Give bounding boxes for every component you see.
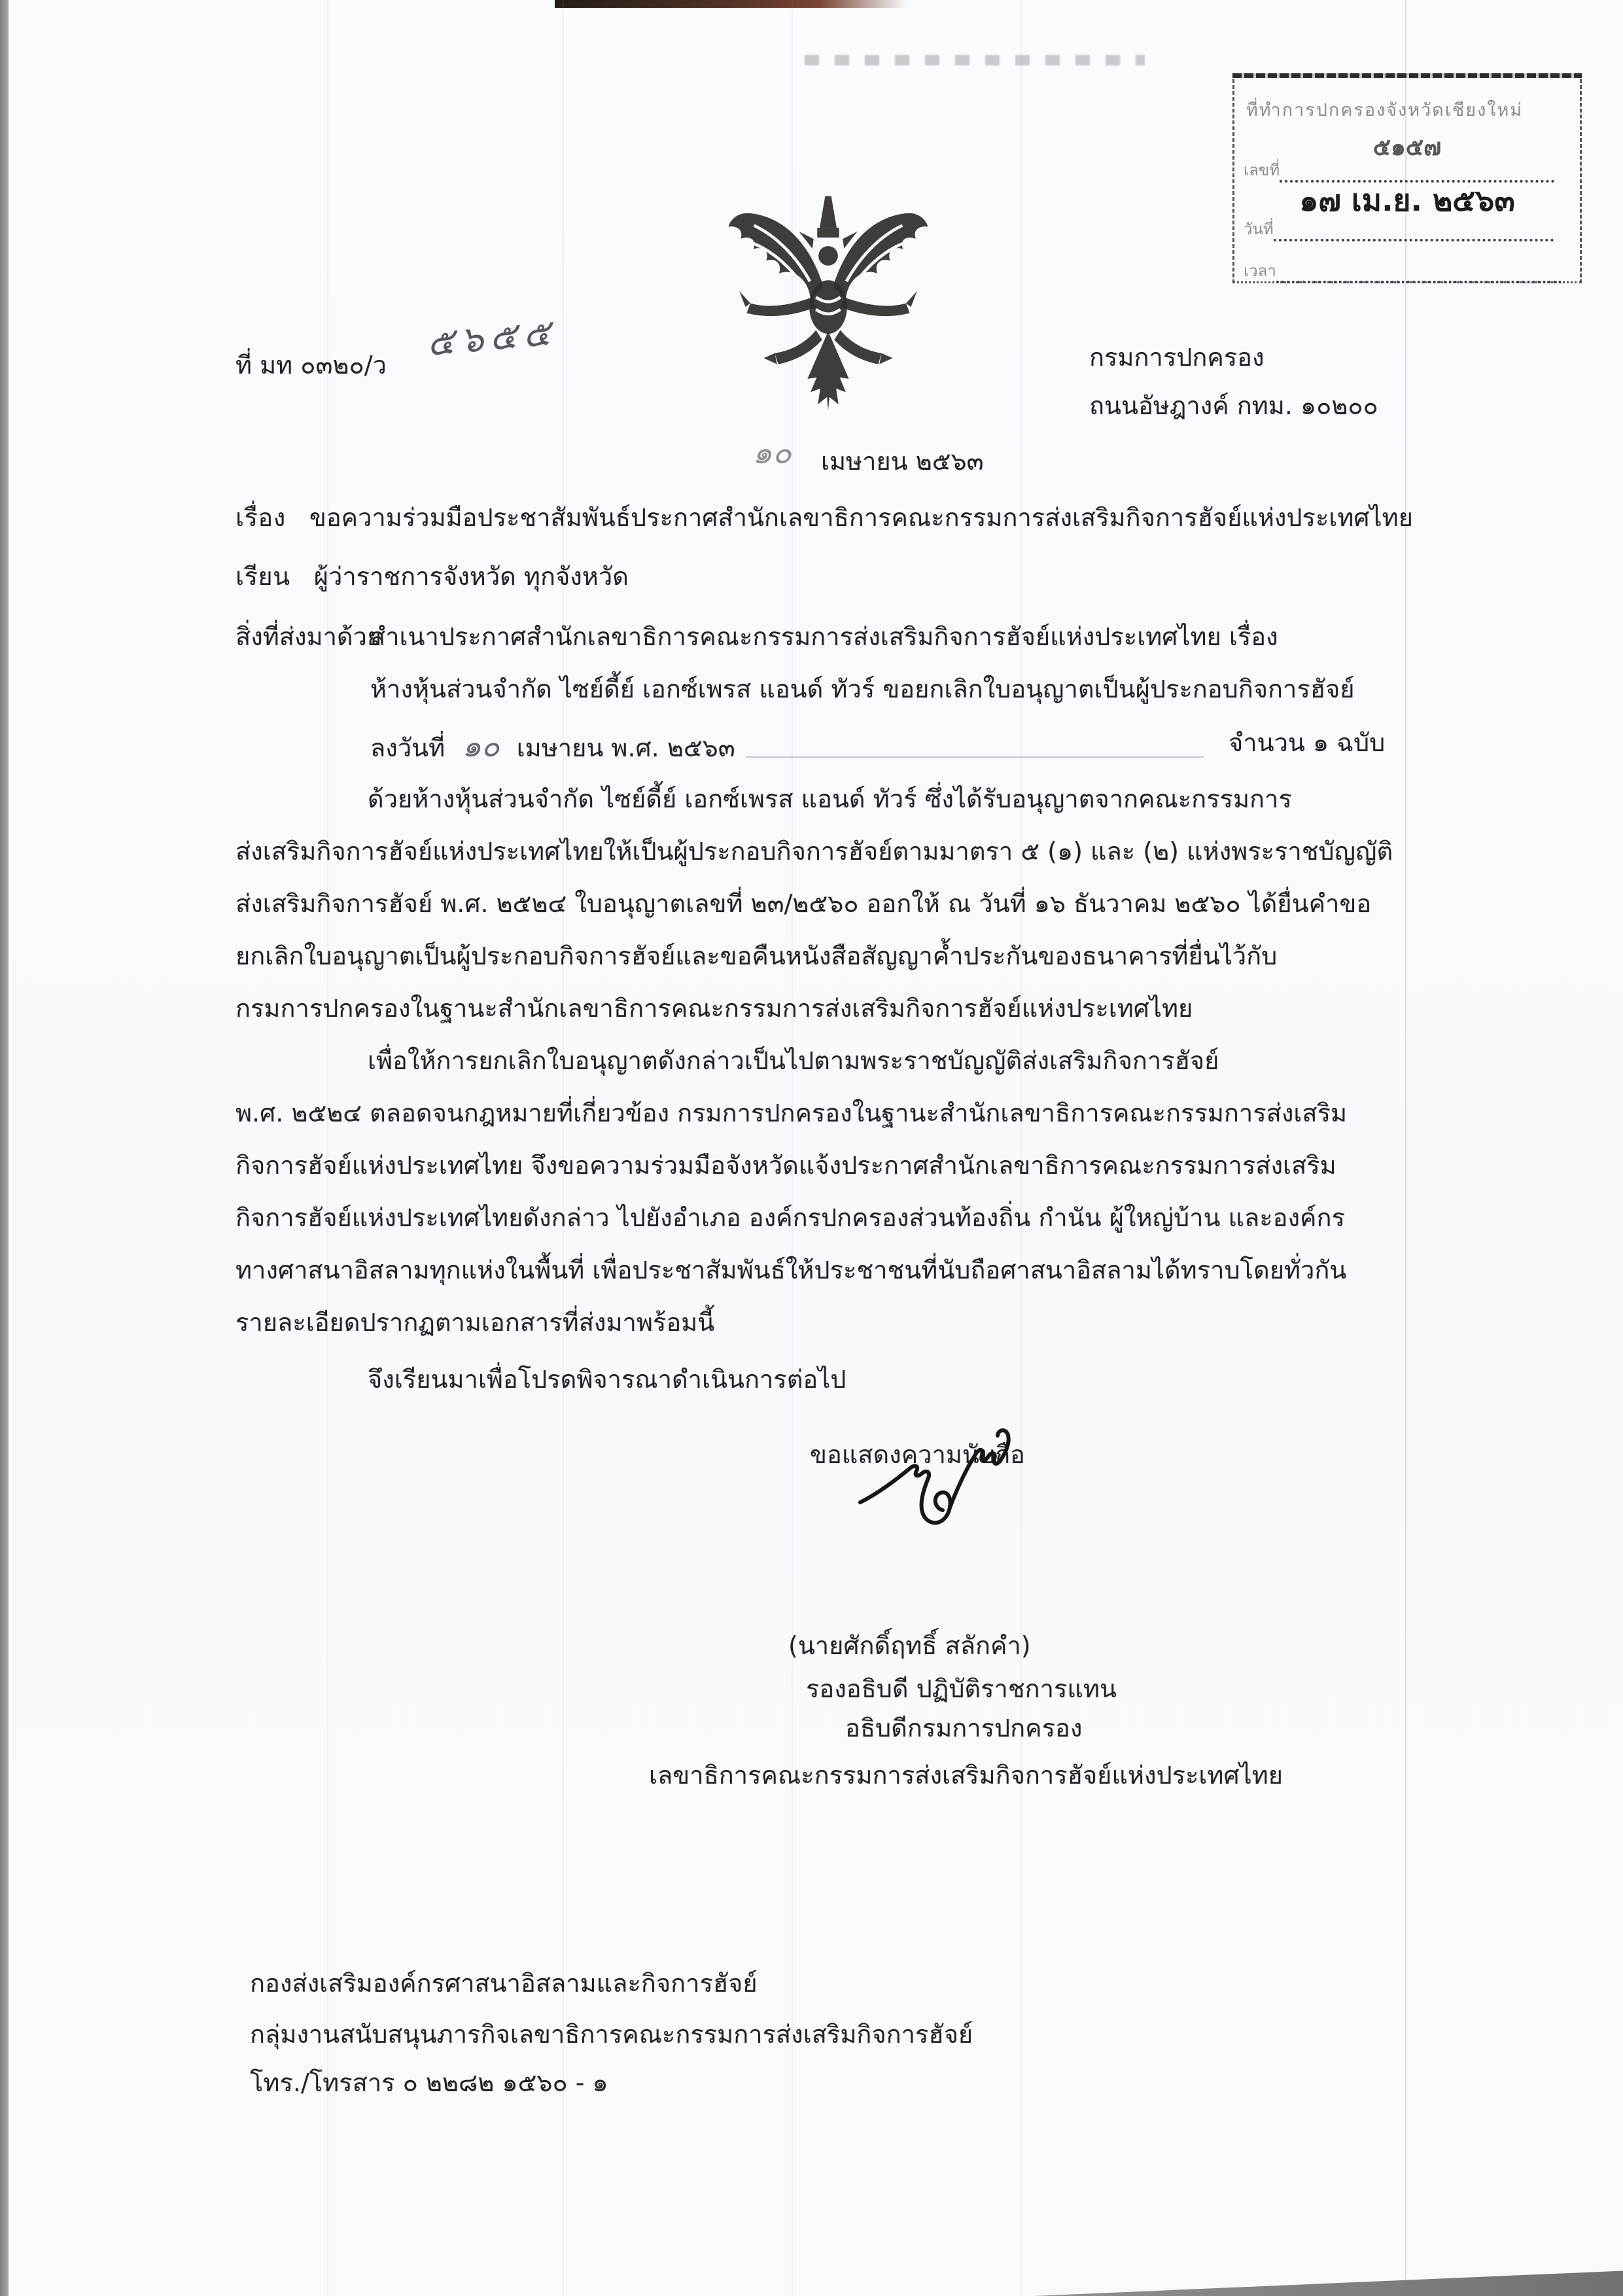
stamp-date: ๑๗ เม.ย. ๒๕๖๓ xyxy=(1299,183,1515,218)
date-text: เมษายน ๒๕๖๓ xyxy=(821,447,984,476)
dotted-line xyxy=(1274,223,1554,241)
scan-streak-line xyxy=(746,756,1204,758)
body-line: ส่งเสริมกิจการฮัจย์ พ.ศ. ๒๕๒๔ ใบอนุญาตเลขที่ ๒๓/๒๕๖๐ ออกให้ ณ วันที่ ๑๖ ธันวาคม ๒๕๖๐ ได้ยื่นคำขอ xyxy=(236,889,1372,918)
scan-edge-artifact-left xyxy=(0,0,9,2296)
subject-text: ขอความร่วมมือประชาสัมพันธ์ประกาศสำนักเลขาธิการคณะกรรมการส่งเสริมกิจการฮัจย์แห่งประเทศไทย xyxy=(309,503,1413,532)
body-line: ทางศาสนาอิสลามทุกแห่งในพื้นที่ เพื่อประชาสัมพันธ์ให้ประชาชนที่นับถือศาสนาอิสลามได้ทราบโดยทั่วกัน xyxy=(236,1256,1347,1284)
recipient-label: เรียน xyxy=(236,562,290,591)
agency-address: ถนนอัษฎางค์ กทม. ๑๐๒๐๐ xyxy=(1089,391,1378,420)
attachment-date-prefix: ลงวันที่ xyxy=(370,733,445,762)
signer-title-2: อธิบดีกรมการปกครอง xyxy=(845,1714,1083,1742)
attachment-date-suffix: เมษายน พ.ศ. ๒๕๖๓ xyxy=(516,733,735,762)
body-line: กิจการฮัจย์แห่งประเทศไทย จึงขอความร่วมมือจังหวัดแจ้งประกาศสำนักเลขาธิการคณะกรรมการส่งเสริม xyxy=(236,1151,1336,1180)
body-line: รายละเอียดปรากฏตามเอกสารที่ส่งมาพร้อมนี้ xyxy=(236,1308,715,1337)
scan-smudge-top xyxy=(555,0,908,8)
stamp-office-name: ที่ทำการปกครองจังหวัดเชียงใหม่ xyxy=(1246,100,1524,120)
subject-label: เรื่อง xyxy=(236,503,286,532)
footer-phone: โทร./โทรสาร ๐ ๒๒๘๒ ๑๕๖๐ - ๑ xyxy=(250,2068,608,2097)
received-stamp-box xyxy=(1232,73,1582,283)
stamp-date-label: วันที่ xyxy=(1244,220,1274,238)
scan-edge-artifact-bottom xyxy=(1034,2265,1623,2296)
salutation: ขอแสดงความนับถือ xyxy=(810,1440,1025,1469)
scanner-streak xyxy=(563,0,564,2296)
dotted-line xyxy=(1276,265,1562,283)
signer-title-3: เลขาธิการคณะกรรมการส่งเสริมกิจการฮัจย์แห่งประเทศไทย xyxy=(649,1761,1283,1790)
body-line: ส่งเสริมกิจการฮัจย์แห่งประเทศไทยให้เป็นผู้ประกอบกิจการฮัจย์ตามมาตรา ๕ (๑) และ (๒) แห่งพระราชบัญญัติ xyxy=(236,837,1393,866)
body-line: เพื่อให้การยกเลิกใบอนุญาตดังกล่าวเป็นไปตามพระราชบัญญัติส่งเสริมกิจการฮัจย์ xyxy=(368,1046,1219,1075)
body-line: กรมการปกครองในฐานะสำนักเลขาธิการคณะกรรมการส่งเสริมกิจการฮัจย์แห่งประเทศไทย xyxy=(236,994,1193,1023)
attachment-count: จำนวน ๑ ฉบับ xyxy=(1229,728,1386,757)
signature-handwriting xyxy=(847,1425,1024,1559)
stamp-no-label: เลขที่ xyxy=(1244,161,1280,179)
stamp-box-top-border xyxy=(1232,73,1582,78)
scanner-streak xyxy=(1021,0,1022,2296)
attachment-line2: ห้างหุ้นส่วนจำกัด ไซย์ดี้ย์ เอกซ์เพรส แอนด์ ทัวร์ ขอยกเลิกใบอนุญาตเป็นผู้ประกอบกิจการฮัจย์ xyxy=(370,675,1355,703)
body-line: กิจการฮัจย์แห่งประเทศไทยดังกล่าว ไปยังอำเภอ องค์กรปกครองส่วนท้องถิ่น กำนัน ผู้ใหญ่บ้าน และองค์กร xyxy=(236,1203,1345,1232)
footer-division: กองส่งเสริมองค์กรศาสนาอิสลามและกิจการฮัจย์ xyxy=(250,1969,758,1998)
recipient-text: ผู้ว่าราชการจังหวัด ทุกจังหวัด xyxy=(313,562,629,591)
scanner-streak xyxy=(327,0,328,2296)
attachment-label: สิ่งที่ส่งมาด้วย xyxy=(236,622,382,651)
scanner-streak xyxy=(1405,0,1406,2296)
body-line: ยกเลิกใบอนุญาตเป็นผู้ประกอบกิจการฮัจย์และขอคืนหนังสือสัญญาค้ำประกันของธนาคารที่ยื่นไว้กับ xyxy=(236,942,1278,970)
scan-smudge-band xyxy=(805,55,1145,65)
date-day-handwritten: ๑๐ xyxy=(752,434,792,471)
closing-request: จึงเรียนมาเพื่อโปรดพิจารณาดำเนินการต่อไป xyxy=(368,1365,846,1394)
stamp-time-label: เวลา xyxy=(1244,262,1276,280)
doc-number-handwritten: ๕๖๕๕ xyxy=(425,311,559,365)
stamp-received-number: ๕๑๕๗ xyxy=(1372,134,1442,161)
body-line: พ.ศ. ๒๕๒๔ ตลอดจนกฎหมายที่เกี่ยวข้อง กรมการปกครองในฐานะสำนักเลขาธิการคณะกรรมการส่งเสริม xyxy=(236,1099,1348,1127)
doc-number: ที่ มท ๐๓๒๐/ว xyxy=(236,351,387,380)
footer-group: กลุ่มงานสนับสนุนภารกิจเลขาธิการคณะกรรมการส่งเสริมกิจการฮัจย์ xyxy=(250,2020,973,2049)
garuda-emblem xyxy=(718,178,938,421)
agency-name: กรมการปกครอง xyxy=(1089,343,1265,372)
signer-title-1: รองอธิบดี ปฏิบัติราชการแทน xyxy=(806,1674,1117,1703)
signer-name: (นายศักดิ์ฤทธิ์ สลักคำ) xyxy=(788,1631,1031,1660)
attachment-line1: สำเนาประกาศสำนักเลขาธิการคณะกรรมการส่งเสริมกิจการฮัจย์แห่งประเทศไทย เรื่อง xyxy=(370,622,1278,651)
body-line: ด้วยห้างหุ้นส่วนจำกัด ไซย์ดี้ย์ เอกซ์เพรส แอนด์ ทัวร์ ซึ่งได้รับอนุญาตจากคณะกรรมการ xyxy=(368,785,1292,813)
attachment-date-day-handwritten: ๑๐ xyxy=(462,728,500,764)
